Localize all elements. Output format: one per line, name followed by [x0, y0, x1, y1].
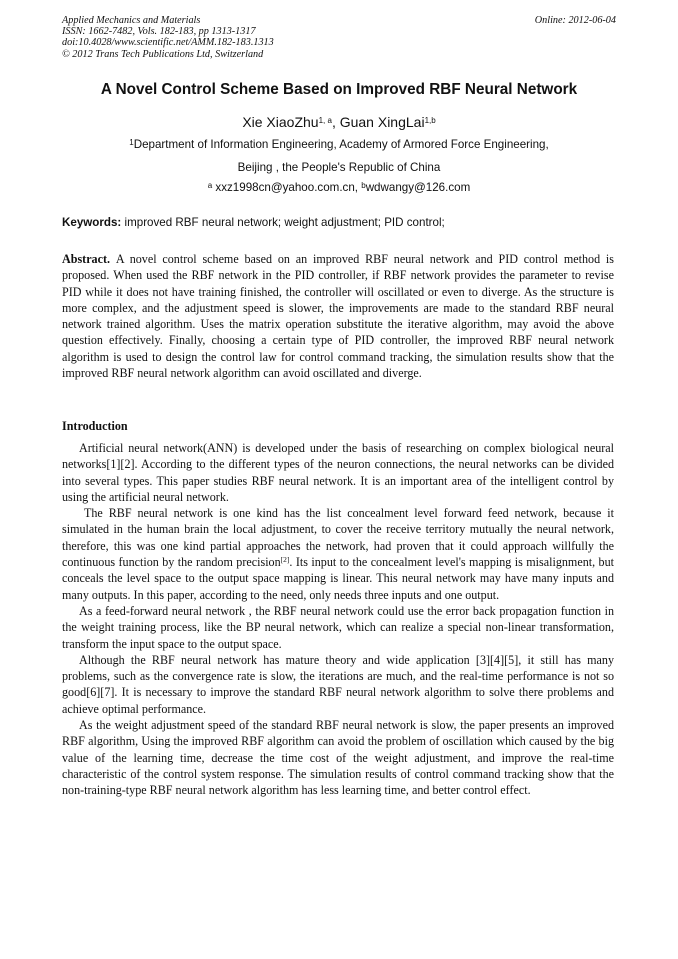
paragraph: Artificial neural network(ANN) is developed under the basis of researching on complex biological neural networks[1][2]. According to the different types of the neuron connections, the neural networks can be divided into several types. This paper studies RBF neural network. It is an important area of the intelligent control by using the artificial neural network. [62, 441, 614, 504]
affiliation-line-1 [40, 138, 638, 152]
introduction-body [62, 440, 614, 799]
email-superscript: a [207, 181, 213, 190]
author-superscript: 1,b [424, 116, 436, 125]
author-name: Guan XingLai [339, 114, 425, 130]
email-superscript: b [361, 181, 366, 190]
paragraph [62, 505, 614, 603]
section-heading-introduction: Introduction [62, 419, 128, 433]
affiliation-text: Department of Information Engineering, Academy of Armored Force Engineering, [133, 138, 549, 151]
keywords [62, 216, 616, 230]
author-line [40, 114, 638, 131]
paragraph: Although the RBF neural network has mature theory and wide application [3][4][5], it still has many problems, such as the convergence rate is slow, the iterations are much, and the real-time performance is not so good[6][7]. It is necessary to improve the standard RBF neural network algorithm to solve there problems and achieve optimal performance. [62, 652, 614, 716]
author-superscript: 1, a [318, 116, 332, 125]
paragraph-text: The RBF neural network is one kind has the list concealment level forward feed network, because it simulated in the human brain the local adjustment, to cover the receive territory mutually the neural network, therefore, this was one kind partial approaches the network, had proven that it could approach willfully the continuous function by the random precision [62, 506, 614, 570]
paper-title: A Novel Control Scheme Based on Improved RBF Neural Network [100, 81, 578, 98]
email-address[interactable]: xxz1998cn@yahoo.com.cn [215, 181, 355, 194]
abstract-label: Abstract. [62, 252, 111, 266]
affiliation-superscript: 1 [129, 138, 134, 147]
abstract-text: A novel control scheme based on an improved RBF neural network and PID control method is proposed. When used the RBF network in the PID controller, if RBF network provides the parameter to revise PID while it does not have training finished, the controller will oscillated or even to diverge. As the structure is more complex, and the adjustment speed is slower, the improvements are made to the standard RBF neural network trained algorithm. Uses the matrix operation substitute the iterative algorithm, may avoid the above question effectively. Finally, choosing a certain type of PID controller, the improved RBF neural network algorithm is used to design the control law for control command tracking, the simulation results show that the improved RBF neural network algorithm can avoid oscillated and diverge. [62, 252, 614, 381]
keywords-label: Keywords: [62, 216, 122, 229]
author-separator: , [331, 114, 340, 130]
affiliation-line-2: Beijing , the People's Republic of China [237, 161, 441, 174]
online-date: Online: 2012-06-04 [534, 15, 616, 26]
author-name: Xie XiaoZhu [242, 114, 319, 130]
abstract [62, 251, 614, 381]
copyright-line: © 2012 Trans Tech Publications Ltd, Switzerland [62, 48, 264, 60]
email-address[interactable]: wdwangy@126.com [365, 181, 471, 194]
email-line [40, 181, 638, 195]
journal-name: Applied Mechanics and Materials [62, 15, 201, 26]
paragraph: As the weight adjustment speed of the standard RBF neural network is slow, the paper presents an improved RBF algorithm, Using the improved RBF algorithm can avoid the problem of oscillation which caused by the big value of the learning time, decrease the time cost of the weight adjustment, and improve the real-time characteristic of the control system response. The simulation results of control command tracking show that the non-training-type RBF neural network algorithm has less learning time, and better control effect. [62, 718, 614, 798]
journal-header [62, 15, 616, 60]
keywords-text: improved RBF neural network; weight adjustment; PID control; [124, 216, 445, 229]
paragraph-text: . Its input to the concealment level's mapping is misalignment, but conceals the level space to the output space mapping is linear. This neural network may have many inputs and many outputs. In this paper, according to the need, only needs three inputs and one output. [62, 555, 615, 602]
citation-superscript: [2] [280, 555, 290, 565]
paragraph: As a feed-forward neural network , the RBF neural network could use the error back propagation function in the weight training process, like the BP neural network, which can realize a special non-linear transformation, transform the input space to the output space. [62, 603, 614, 651]
doi-line: doi:10.4028/www.scientific.net/AMM.182-183.1313 [62, 37, 274, 49]
email-separator: , [354, 181, 362, 194]
issn-line: ISSN: 1662-7482, Vols. 182-183, pp 1313-1317 [62, 26, 256, 38]
